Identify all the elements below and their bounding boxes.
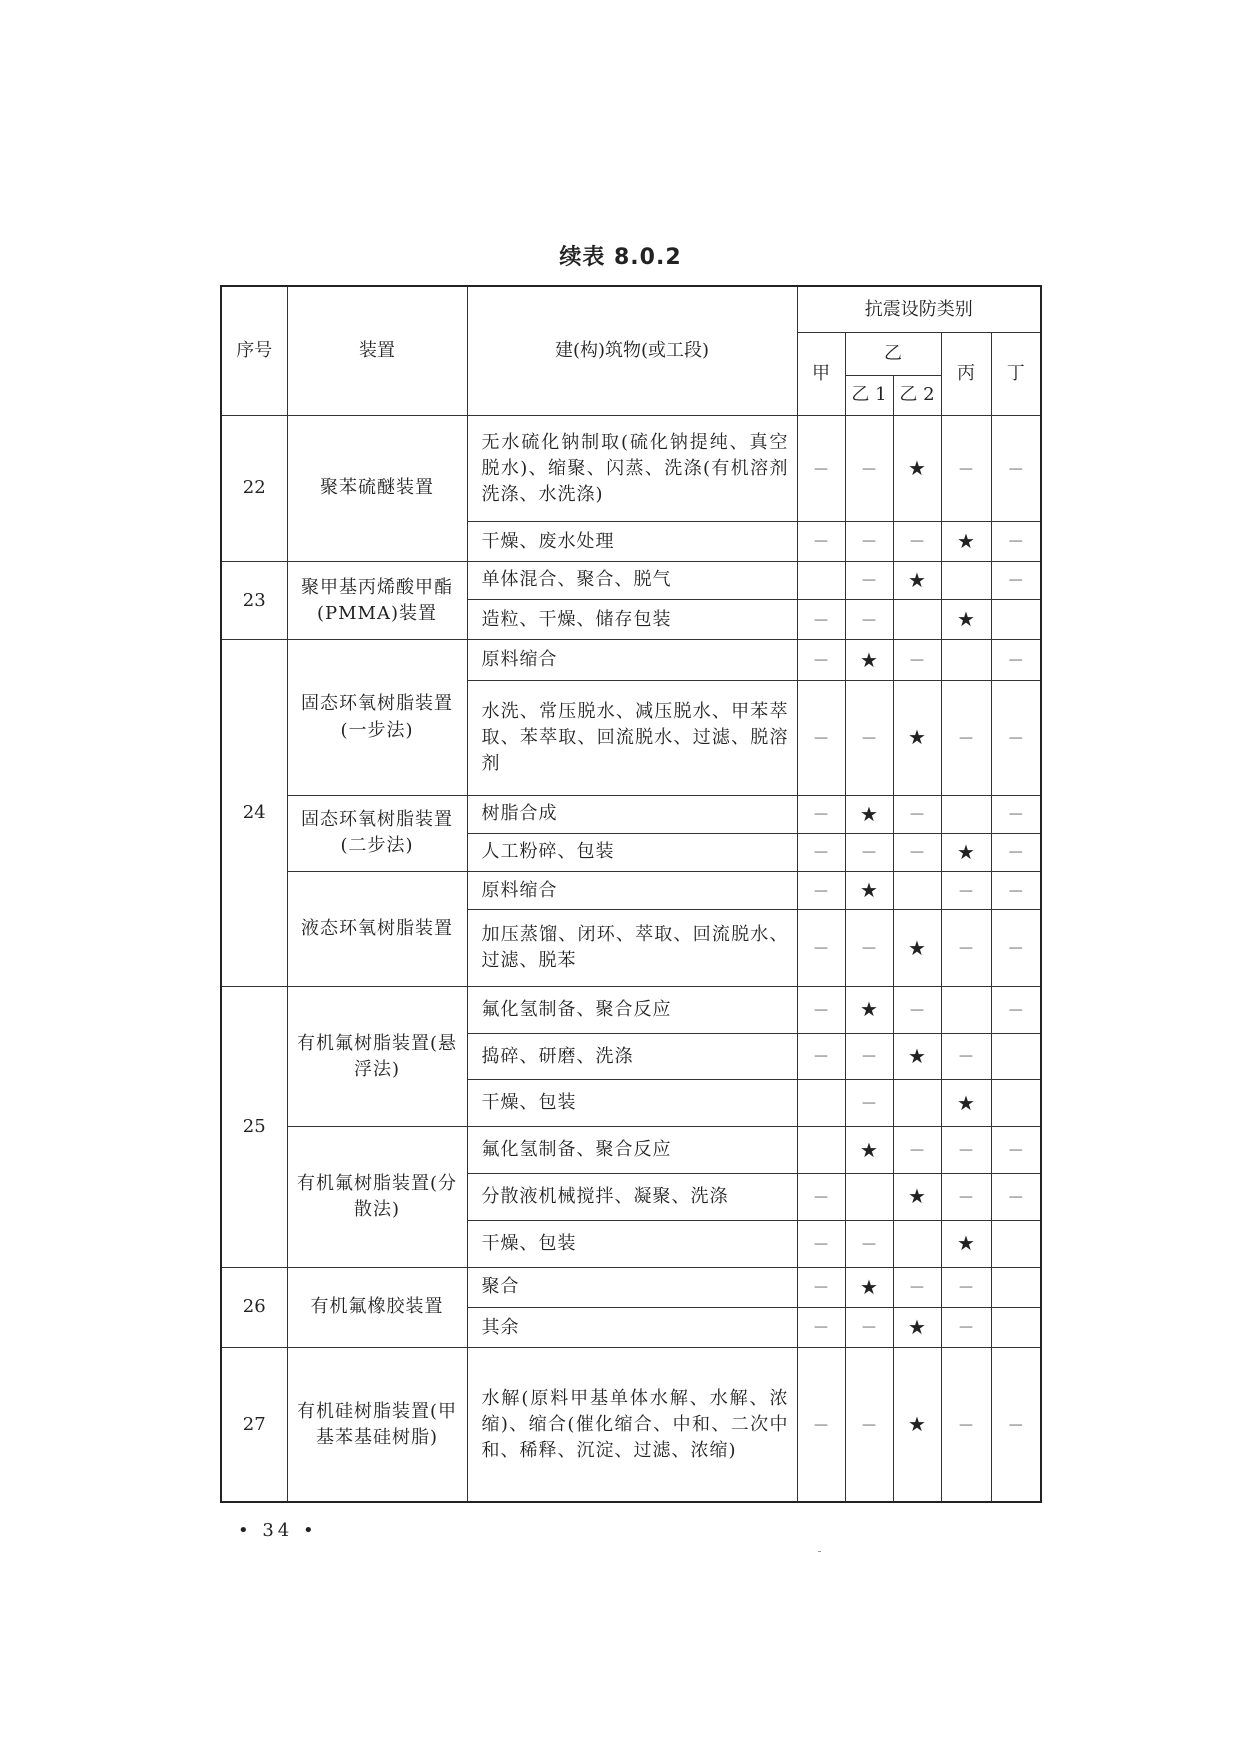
dash-mark: — [893,986,941,1033]
dash-mark: — [991,522,1041,561]
dash-mark: — [797,1174,845,1221]
star-mark: ★ [893,1307,941,1347]
star-mark: ★ [845,986,893,1033]
star-mark: ★ [845,795,893,833]
building-cell: 水洗、常压脱水、减压脱水、甲苯萃取、苯萃取、回流脱水、过滤、脱溶剂 [467,680,797,795]
star-mark: ★ [941,1080,991,1127]
seq-cell: 26 [221,1267,287,1348]
dash-mark: — [797,522,845,561]
building-cell: 造粒、干燥、储存包装 [467,600,797,640]
dash-mark: — [845,910,893,987]
star-mark: ★ [845,872,893,910]
header-yi2: 乙 2 [893,375,941,415]
empty-cell [893,872,941,910]
table-title: 续表 8.0.2 [559,245,682,270]
dash-mark: — [797,600,845,640]
header-building: 建(构)筑物(或工段) [467,286,797,416]
dash-mark: — [845,1220,893,1267]
dash-mark: — [845,1348,893,1502]
building-cell: 原料缩合 [467,640,797,680]
building-cell: 加压蒸馏、闭环、萃取、回流脱水、过滤、脱苯 [467,910,797,987]
building-cell: 干燥、包装 [467,1080,797,1127]
building-cell: 原料缩合 [467,872,797,910]
header-jia: 甲 [797,333,845,416]
seq-cell: 27 [221,1348,287,1502]
seismic-category-table [220,285,1042,1503]
empty-cell [797,1127,845,1174]
star-mark: ★ [845,640,893,680]
dash-mark: — [893,795,941,833]
dash-mark: — [941,1127,991,1174]
empty-cell [991,1307,1041,1347]
dash-mark: — [797,986,845,1033]
dash-mark: — [845,833,893,871]
dash-mark: — [991,1127,1041,1174]
star-mark: ★ [941,600,991,640]
building-cell: 其余 [467,1307,797,1347]
device-cell: 固态环氧树脂装置(二步法) [287,795,467,872]
dash-mark: — [797,416,845,522]
empty-cell [797,561,845,599]
header-yi: 乙 [845,333,941,376]
device-cell: 有机氟橡胶装置 [287,1267,467,1348]
empty-cell [845,1174,893,1221]
seq-cell: 23 [221,561,287,640]
star-mark: ★ [845,1127,893,1174]
dash-mark: — [991,795,1041,833]
dash-mark: — [991,872,1041,910]
dash-mark: — [893,1267,941,1307]
dash-mark: — [941,1174,991,1221]
seq-cell: 24 [221,640,287,987]
header-yi1: 乙 1 [845,375,893,415]
star-mark: ★ [893,561,941,599]
dash-mark: — [893,640,941,680]
dash-mark: — [893,522,941,561]
dash-mark: — [845,600,893,640]
device-cell: 有机氟树脂装置(悬浮法) [287,986,467,1126]
device-cell: 液态环氧树脂装置 [287,872,467,987]
dash-mark: — [845,680,893,795]
device-cell: 固态环氧树脂装置(一步法) [287,640,467,795]
page-number: • 34 • [238,1520,318,1541]
dash-mark: — [845,1033,893,1080]
device-cell: 有机氟树脂装置(分散法) [287,1127,467,1267]
dash-mark: — [991,1174,1041,1221]
dash-mark: — [941,1307,991,1347]
dash-mark: — [941,910,991,987]
dash-mark: — [941,872,991,910]
building-cell: 单体混合、聚合、脱气 [467,561,797,599]
dash-mark: — [941,1267,991,1307]
dash-mark: — [991,1348,1041,1502]
empty-cell [941,986,991,1033]
dash-mark: — [797,1267,845,1307]
empty-cell [941,561,991,599]
star-mark: ★ [893,416,941,522]
dash-mark: — [845,1080,893,1127]
star-mark: ★ [893,680,941,795]
dash-mark: — [797,680,845,795]
dash-mark: — [941,416,991,522]
building-cell: 氟化氢制备、聚合反应 [467,1127,797,1174]
dash-mark: — [991,561,1041,599]
dash-mark: — [845,522,893,561]
building-cell: 干燥、包装 [467,1220,797,1267]
building-cell: 聚合 [467,1267,797,1307]
star-mark: ★ [845,1267,893,1307]
building-cell: 树脂合成 [467,795,797,833]
empty-cell [893,600,941,640]
dash-mark: — [941,1033,991,1080]
star-mark: ★ [941,522,991,561]
seq-cell: 22 [221,416,287,562]
dash-mark: — [845,561,893,599]
empty-cell [991,1220,1041,1267]
dash-mark: — [845,416,893,522]
empty-cell [797,1080,845,1127]
star-mark: ★ [941,1220,991,1267]
empty-cell [893,1220,941,1267]
dash-mark: — [893,833,941,871]
empty-cell [991,1267,1041,1307]
header-bing: 丙 [941,333,991,416]
building-cell: 氟化氢制备、聚合反应 [467,986,797,1033]
building-cell: 水解(原料甲基单体水解、水解、浓缩)、缩合(催化缩合、中和、二次中和、稀释、沉淀、过滤、浓缩) [467,1348,797,1502]
empty-cell [991,600,1041,640]
dash-mark: — [991,986,1041,1033]
dash-mark: — [941,680,991,795]
star-mark: ★ [893,1033,941,1080]
building-cell: 捣碎、研磨、洗涤 [467,1033,797,1080]
empty-cell [893,1080,941,1127]
dash-mark: — [797,795,845,833]
dash-mark: — [991,833,1041,871]
dash-mark: — [941,1348,991,1502]
star-mark: ★ [893,910,941,987]
dash-mark: — [991,910,1041,987]
dash-mark: — [797,640,845,680]
device-cell: 有机硅树脂装置(甲基苯基硅树脂) [287,1348,467,1502]
device-cell: 聚苯硫醚装置 [287,416,467,562]
dash-mark: — [991,416,1041,522]
building-cell: 干燥、废水处理 [467,522,797,561]
empty-cell [991,1033,1041,1080]
building-cell: 无水硫化钠制取(硫化钠提纯、真空脱水)、缩聚、闪蒸、洗涤(有机溶剂洗涤、水洗涤) [467,416,797,522]
dash-mark: — [797,872,845,910]
dash-mark: — [797,910,845,987]
dash-mark: — [893,1127,941,1174]
building-cell: 人工粉碎、包装 [467,833,797,871]
empty-cell [941,640,991,680]
scan-speck [818,1551,821,1552]
dash-mark: — [797,1348,845,1502]
empty-cell [991,1080,1041,1127]
dash-mark: — [991,640,1041,680]
header-seq: 序号 [221,286,287,416]
building-cell: 分散液机械搅拌、凝聚、洗涤 [467,1174,797,1221]
dash-mark: — [797,1307,845,1347]
dash-mark: — [797,1033,845,1080]
star-mark: ★ [941,833,991,871]
header-device: 装置 [287,286,467,416]
seq-cell: 25 [221,986,287,1267]
star-mark: ★ [893,1174,941,1221]
star-mark: ★ [893,1348,941,1502]
header-category: 抗震设防类别 [797,286,1041,333]
dash-mark: — [797,833,845,871]
dash-mark: — [991,680,1041,795]
device-cell: 聚甲基丙烯酸甲酯(PMMA)装置 [287,561,467,640]
dash-mark: — [845,1307,893,1347]
empty-cell [941,795,991,833]
header-ding: 丁 [991,333,1041,416]
dash-mark: — [797,1220,845,1267]
